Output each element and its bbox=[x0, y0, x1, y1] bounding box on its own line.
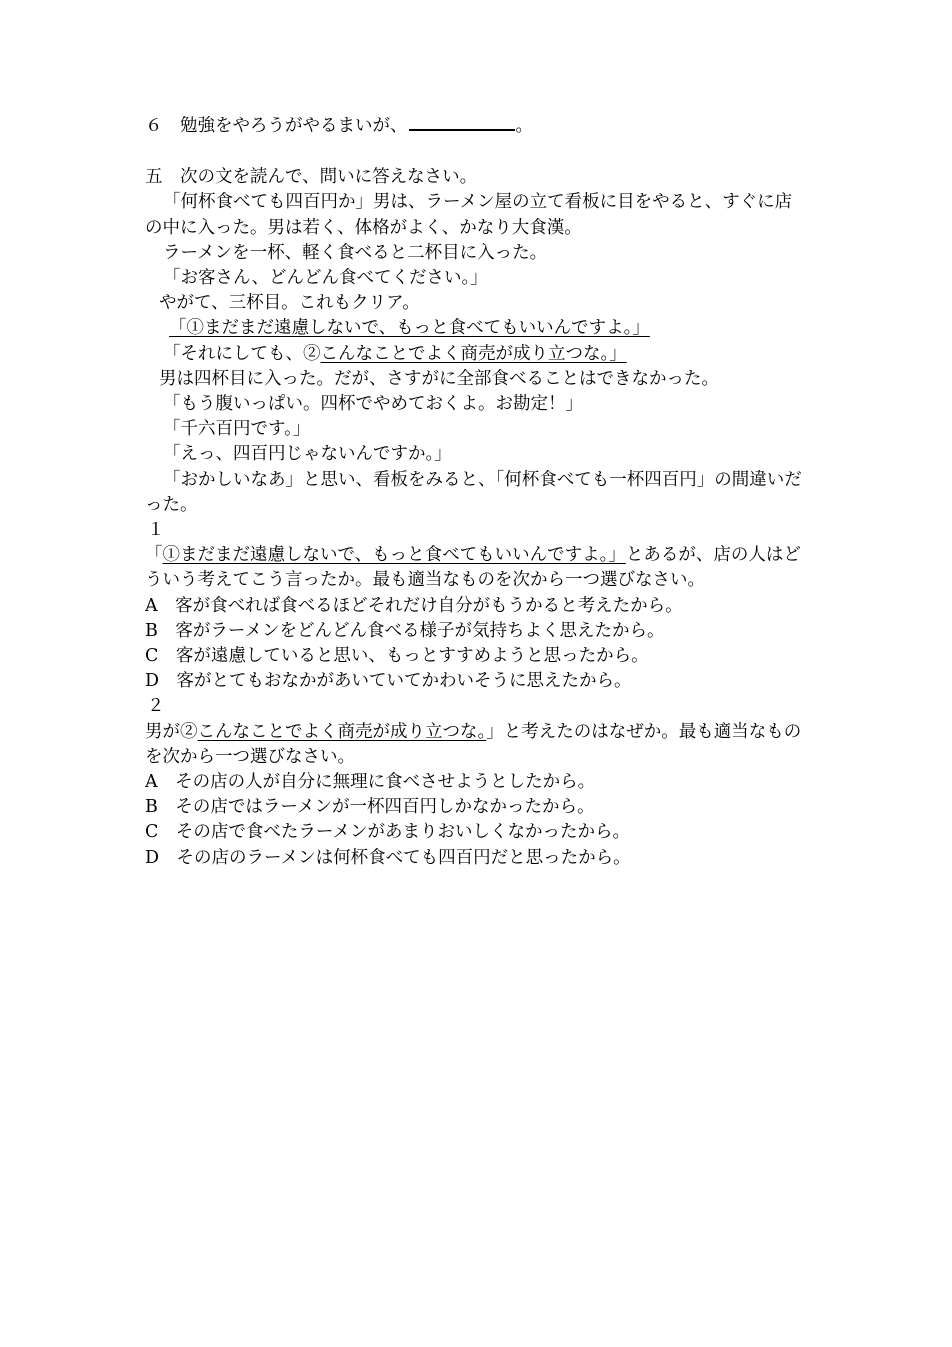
underlined-quote-2: こんなことでよく商売が成り立つな。」 bbox=[320, 343, 627, 364]
story-paragraph-10: 「えっ、四百円じゃないんですか。」 bbox=[163, 444, 452, 465]
question-1-open-bracket: 「 bbox=[145, 545, 163, 566]
question-2-prompt bbox=[145, 720, 805, 770]
question-1-underlined-quote: ①まだまだ遠慮しないで、もっと食べてもいいんですよ。」 bbox=[162, 545, 626, 566]
question-1-number: １ bbox=[147, 520, 165, 541]
spacer bbox=[145, 139, 805, 165]
question-1-rest: とあるが、店の人はどういう考えてこう言ったか。最も適当なものを次から一つ選びなさい。 bbox=[145, 545, 801, 591]
question-6-text: 勉強をやろうがやるまいが、 bbox=[180, 116, 408, 136]
underlined-quote-1: 「①まだまだ遠慮しないで、もっと食べてもいいんですよ。」 bbox=[169, 318, 650, 339]
question-6 bbox=[145, 114, 805, 139]
story-paragraph-5 bbox=[145, 316, 805, 341]
question-6-number: ６ bbox=[145, 116, 163, 136]
story-paragraph-6 bbox=[145, 342, 805, 367]
story-paragraph-2: ラーメンを一杯、軽く食べると二杯目に入った。 bbox=[163, 242, 548, 263]
question-2-rest: 」と考えたのはなぜか。最も適当なものを次から一つ選びなさい。 bbox=[145, 721, 802, 767]
story-paragraph-3: 「お客さん、どんどん食べてください。」 bbox=[163, 268, 488, 289]
question-2-number: ２ bbox=[147, 696, 165, 717]
question-1-option-c: C 客が遠慮していると思い、もっとすすめようと思ったから。 bbox=[145, 646, 649, 667]
story-paragraph-8: 「もう腹いっぱい。四杯でやめておくよ。お勘定！」 bbox=[163, 394, 583, 415]
section-heading: 五 次の文を読んで、問いに答えなさい。 bbox=[145, 167, 478, 188]
question-2-option-b: B その店ではラーメンが一杯四百円しかなかったから。 bbox=[145, 797, 595, 818]
story-paragraph-11: 「おかしいなあ」と思い、看板をみると、「何杯食べても一杯四百円」の間違いだった。 bbox=[145, 469, 802, 515]
question-2-option-d: D その店のラーメンは何杯食べても四百円だと思ったから。 bbox=[145, 847, 631, 868]
question-1-option-b: B 客がラーメンをどんどん食べる様子が気持ちよく思えたから。 bbox=[145, 620, 665, 641]
document-page bbox=[145, 114, 805, 871]
story-paragraph-1: 「何杯食べても四百円か」男は、ラーメン屋の立て看板に目をやると、すぐに店の中に入った。男は若く、体格がよく、かなり大食漢。 bbox=[145, 192, 793, 238]
question-1-option-a: A 客が食べれば食べるほどそれだけ自分がもうかると考えたから。 bbox=[145, 595, 683, 616]
question-1-prompt bbox=[145, 543, 805, 593]
story-paragraph-9: 「千六百円です。」 bbox=[163, 419, 311, 440]
story-paragraph-6-lead: 「それにしても、② bbox=[163, 343, 321, 364]
question-2-option-a: A その店の人が自分に無理に食べさせようとしたから。 bbox=[145, 772, 596, 793]
question-2-option-c: C その店で食べたラーメンがあまりおいしくなかったから。 bbox=[145, 822, 631, 843]
question-2-underlined-quote: こんなことでよく商売が成り立つな。 bbox=[197, 721, 487, 742]
question-2-lead: 男が② bbox=[145, 721, 198, 742]
story-paragraph-7: 男は四杯目に入った。だが、さすがに全部食べることはできなかった。 bbox=[159, 368, 719, 389]
question-6-end: 。 bbox=[515, 116, 533, 136]
answer-blank bbox=[409, 116, 515, 131]
question-1-option-d: D 客がとてもおなかがあいていてかわいそうに思えたから。 bbox=[145, 671, 632, 692]
story-paragraph-4: やがて、三杯目。これもクリア。 bbox=[159, 293, 420, 314]
